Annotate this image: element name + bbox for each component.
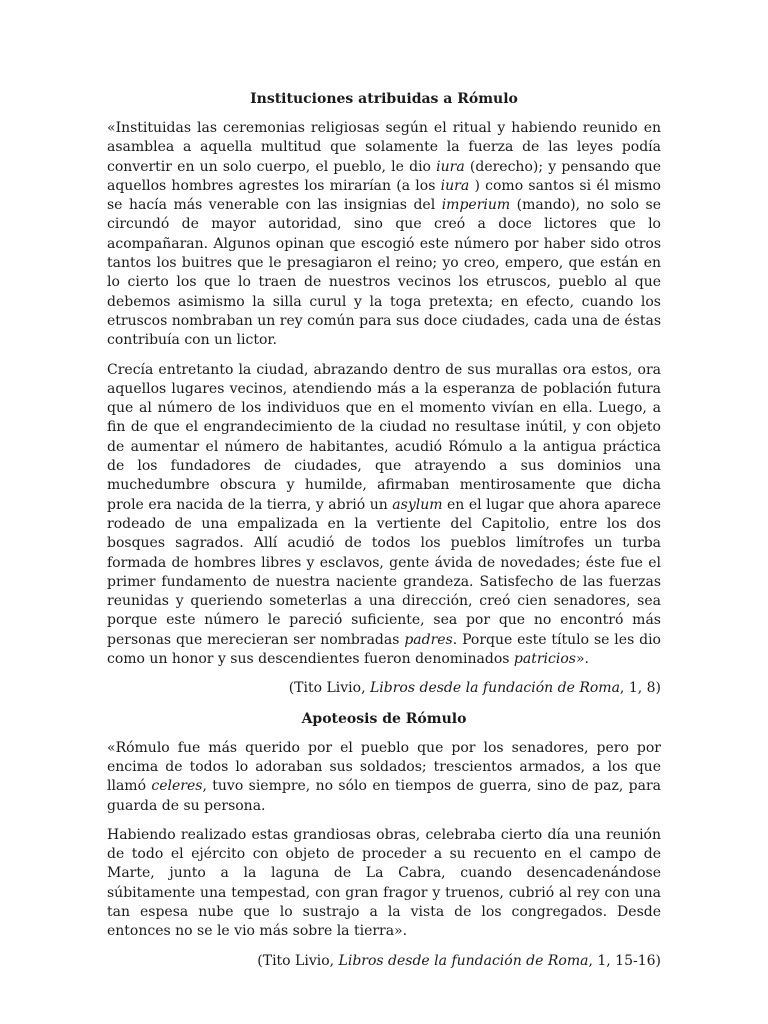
italic-term: celeres [151, 778, 203, 795]
italic-term: iura [436, 158, 465, 175]
text-run: en el lugar que ahora aparece rodeado de una empalizada en la vertiente del Capitolio, entre los dos bosques sagrados. Allí acudió de todos los pueblos limítrofes un turba formada de hombres libres y esclavos, gente ávida de novedades; éste fue el primer fundamento de nuestra naciente grandeza. Satisfecho de las fuerzas reunidas y queriendo someterlas a una dirección, creó cien senadores, sea porque este número le pareció suficiente, sea por que no encontró más personas que merecieran ser nombradas [107, 496, 661, 648]
citation-prefix: (Tito Livio, [288, 680, 370, 697]
italic-term: patricios [513, 651, 576, 668]
paragraph-apoteosis-1 [107, 739, 661, 816]
paragraph-apoteosis-2: Habiendo realizado estas grandiosas obras, celebraba cierto día una reunión de todo el ejército con objeto de proceder a su recuento en el campo de Marte, junto a la laguna de La Cabra, cuando desencadenándose súbitamente una tempestad, con gran fragor y truenos, cubrió al rey con una tan espesa nube que lo sustrajo a la vista de los congregados. Desde entonces no se le vio más sobre la tierra». [107, 826, 661, 940]
citation-suffix: , 1, 8) [619, 680, 661, 697]
text-run: (derecho); y pensando que aquellos hombres agrestes los mirarían (a los [107, 158, 661, 194]
text-run: «Instituidas las ceremonias religiosas según el ritual y habiendo reunido en asamblea a aquella multitud que solamente la fuerza de las leyes podía convertir en un solo cuerpo, el pueblo, le dio [107, 120, 661, 175]
section-title-instituciones: Instituciones atribuidas a Rómulo [250, 91, 518, 107]
citation-prefix: (Tito Livio, [257, 952, 339, 969]
paragraph-instituciones-1 [107, 119, 661, 351]
italic-term: padres [404, 631, 453, 648]
citation-work: Libros desde la fundación de Roma [338, 952, 589, 969]
text-run: ». [575, 651, 589, 668]
text-run: (mando), no solo se circundó de mayor autoridad, sino que creó a doce lictores que lo acompañaran. Algunos opinan que escogió este número por haber sido otros tantos los buitres que le presagiaron el reino; yo creo, empero, que están en lo cierto los que lo traen de nuestros vecinos los etruscos, pueblo al que debemos asimismo la silla curul y la toga pretexta; en efecto, cuando los etruscos nombraban un rey común para sus doce ciudades, cada una de éstas contribuía con un lictor. [107, 197, 661, 349]
italic-term: iura [440, 177, 470, 194]
citation-suffix: , 1, 15-16) [588, 952, 661, 969]
paragraph-instituciones-2 [107, 361, 661, 670]
text-run: Crecía entretanto la ciudad, abrazando dentro de sus murallas ora estos, ora aquellos lugares vecinos, atendiendo más a la esperanza de población futura que al número de los individuos que en el momento vivían en ella. Luego, a fin de que el engrandecimiento de la ciudad no resultase inútil, y con objeto de aumentar el número de habitantes, acudió Rómulo a la antigua práctica de los fundadores de ciudades, que atrayendo a sus dominios una muchedumbre obscura y humilde, afirmaban mentirosamente que dicha prole era nacida de la tierra, y abrió un [107, 361, 661, 513]
text-run: «Rómulo fue más querido por el pueblo que por los senadores, pero por encima de todos lo adoraban sus soldados; trescientos armados, a los que llamó [107, 739, 661, 795]
text-run: ) como santos si él mismo se hacía más venerable con las insignias del [107, 177, 661, 214]
text-run: , tuvo siempre, no sólo en tiempos de guerra, sino de paz, para guarda de su persona. [107, 778, 661, 814]
citation-work: Libros desde la fundación de Roma [370, 680, 620, 697]
citation-livio-1-15 [107, 952, 661, 971]
section-title-apoteosis: Apoteosis de Rómulo [301, 710, 467, 727]
text-run: . Porque este título se les dio como un honor y sus descendientes fueron denominados [107, 631, 661, 668]
italic-term: imperium [441, 197, 511, 214]
citation-livio-1-8 [107, 679, 661, 698]
italic-term: asylum [392, 496, 443, 513]
